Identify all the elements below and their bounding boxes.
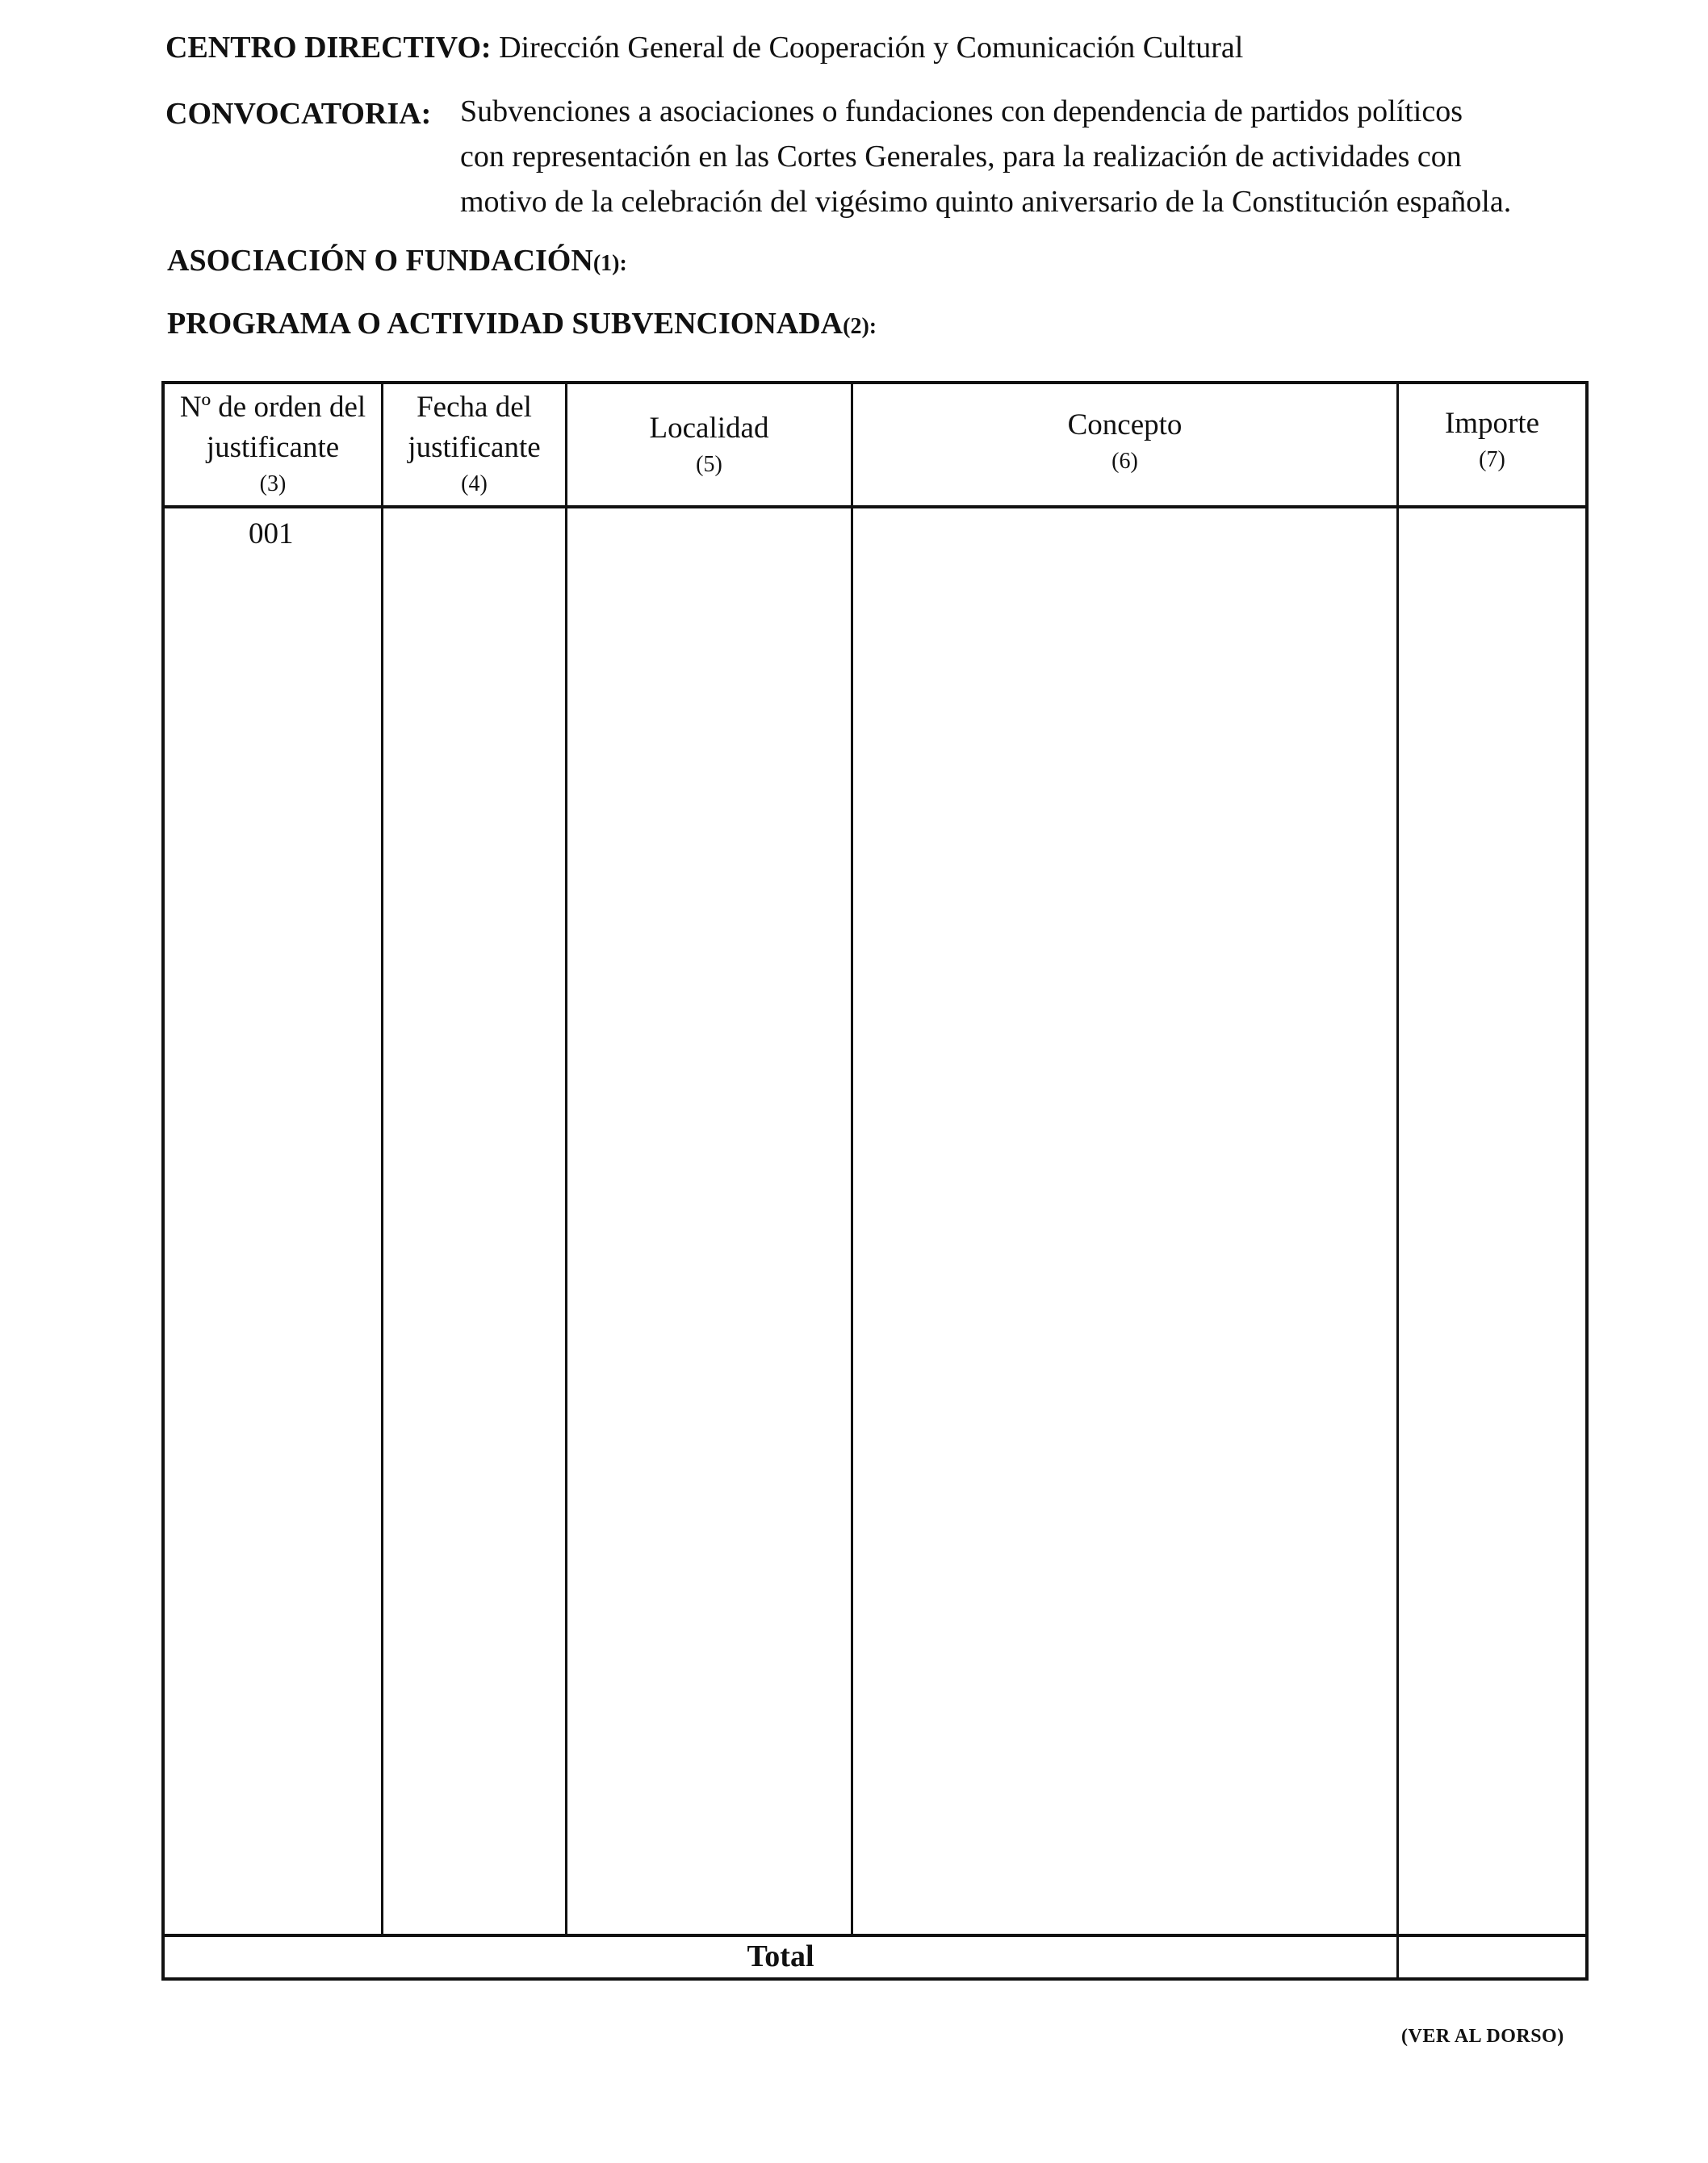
centro-directivo-label: CENTRO DIRECTIVO: (165, 31, 492, 65)
column-note: (5) (696, 452, 722, 477)
programa-label: PROGRAMA O ACTIVIDAD SUBVENCIONADA (167, 307, 844, 341)
total-label: Total (747, 1939, 814, 1973)
column-header-importe (1399, 404, 1585, 476)
column-header-line: Concepto (1067, 408, 1183, 441)
ver-al-dorso-note: (VER AL DORSO) (1401, 2026, 1564, 2047)
column-header-line: Localidad (649, 412, 769, 445)
column-note: (7) (1479, 447, 1505, 472)
convocatoria-line: motivo de la celebración del vigésimo quinto aniversario de la Constitución española. (460, 185, 1512, 219)
convocatoria-text (460, 89, 1511, 224)
column-header-localidad (567, 408, 851, 481)
first-entry-number: 001 (249, 517, 294, 550)
column-divider (1396, 381, 1399, 1981)
column-header-concepto (853, 405, 1396, 478)
column-header-line: justificante (206, 431, 340, 464)
column-header-orden (165, 387, 381, 500)
programa-line (167, 303, 877, 347)
convocatoria-line: con representación en las Cortes Generales, para la realización de actividades con (460, 140, 1462, 174)
column-note: (3) (259, 471, 287, 496)
asociacion-note: (1): (592, 251, 627, 276)
convocatoria-line: Subvenciones a asociaciones o fundaciones con dependencia de partidos políticos (460, 94, 1463, 128)
column-note: (6) (1111, 449, 1138, 474)
convocatoria-label: CONVOCATORIA: (165, 97, 432, 131)
asociacion-label: ASOCIACIÓN O FUNDACIÓN (167, 244, 593, 278)
centro-directivo-value: Dirección General de Cooperación y Comunicación Cultural (499, 31, 1244, 65)
header-separator (161, 505, 1589, 508)
column-header-fecha (383, 387, 565, 500)
column-note: (4) (461, 471, 488, 496)
asociacion-line (167, 241, 627, 284)
table-border-bottom (161, 1977, 1589, 1981)
table-border-right (1585, 381, 1589, 1981)
table-border-top (161, 381, 1589, 384)
column-divider (565, 381, 567, 1935)
column-header-line: justificante (408, 431, 541, 464)
justificantes-table (161, 381, 1589, 1981)
column-header-line: Nº de orden del (179, 391, 366, 424)
total-separator (161, 1934, 1589, 1937)
centro-directivo-line (165, 27, 1243, 68)
column-divider (381, 381, 383, 1935)
table-border-left (161, 381, 165, 1981)
column-header-line: Importe (1444, 407, 1540, 440)
column-divider (851, 381, 853, 1935)
programa-note: (2): (843, 314, 877, 339)
column-header-line: Fecha del (417, 391, 532, 424)
